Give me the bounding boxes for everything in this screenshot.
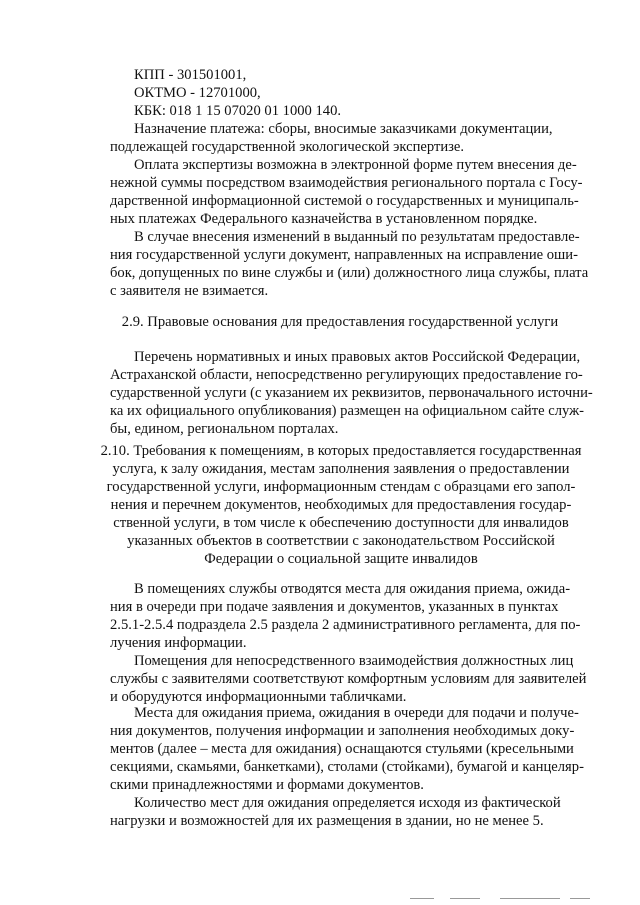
paragraph-electronic-payment: [110, 156, 598, 228]
paragraph-line: и оборудуются информационными табличками.: [110, 689, 407, 705]
paragraph-line: 2.5.1-2.5.4 подраздела 2.5 раздела 2 административного регламента, для по-: [110, 617, 581, 633]
paragraph-line: сударственной услуги (с указанием их реквизитов, первоначального источни-: [110, 385, 593, 401]
paragraph-line: ния документов, получения информации и заполнения необходимых доку-: [110, 723, 575, 739]
paragraph-line: ния государственной услуги документ, направленных на исправление оши-: [110, 247, 578, 263]
section-2-10-heading: [76, 442, 606, 568]
paragraph-line: Количество мест для ожидания определяется исходя из фактической: [134, 795, 561, 811]
paragraph-line: Помещения для непосредственного взаимодействия должностных лиц: [134, 653, 574, 669]
scan-marks: [410, 898, 610, 901]
paragraph-line: ных платежах Федерального казначейства в установленном порядке.: [110, 211, 538, 227]
section-2-9-body: [110, 348, 598, 438]
paragraph-line: ния в очереди при подаче заявления и документов, указанных в пунктах: [110, 599, 559, 615]
payment-details: [110, 66, 598, 156]
paragraph-corrections: [110, 228, 598, 300]
paragraph-line: секциями, скамьями, банкетками), столами (стойками), бумагой и канцеляр-: [110, 759, 584, 775]
paragraph-interaction: [110, 652, 598, 706]
kpp-line: КПП - 301501001,: [134, 67, 247, 83]
paragraph-line: ментов (далее – места для ожидания) оснащаются стульями (кресельными: [110, 741, 574, 757]
paragraph-line: дарственной информационной системой о государственных и муниципаль-: [110, 193, 579, 209]
paragraph-line: Перечень нормативных и иных правовых актов Российской Федерации,: [134, 349, 581, 365]
paragraph-line: Оплата экспертизы возможна в электронной форме путем внесения де-: [134, 157, 577, 173]
section-heading-line: государственной услуги, информационным стендам с образцами его запол-: [106, 479, 576, 495]
oktmo-line: ОКТМО - 12701000,: [134, 85, 261, 101]
section-heading-line: нения и перечнем документов, необходимых для предоставления государ-: [110, 497, 572, 513]
section-heading-line: услуга, к залу ожидания, местам заполнения заявления о предоставлении: [112, 461, 570, 477]
paragraph-quantity: [110, 794, 598, 830]
paragraph-line: нежной суммы посредством взаимодействия регионального портала с Госу-: [110, 175, 583, 191]
paragraph-premises: [110, 580, 598, 652]
paragraph-line: бок, допущенных по вине службы и (или) должностного лица службы, плата: [110, 265, 589, 281]
paragraph-line: лучения информации.: [110, 635, 247, 651]
paragraph-waiting-places: [110, 704, 598, 794]
section-heading-line: ственной услуги, в том числе к обеспечению доступности для инвалидов: [113, 515, 569, 531]
paragraph-line: нагрузки и возможностей для их размещения в здании, но не менее 5.: [110, 813, 544, 829]
section-heading-line: указанных объектов в соответствии с законодательством Российской: [127, 533, 555, 549]
paragraph-line: Места для ожидания приема, ожидания в очереди для подачи и получе-: [134, 705, 579, 721]
paragraph-line: бы, едином, региональном порталах.: [110, 421, 339, 437]
paragraph-line: ка их официального опубликования) размещен на официальном сайте служ-: [110, 403, 585, 419]
paragraph-line: скими принадлежностями и формами документов.: [110, 777, 424, 793]
payment-purpose-line-1: Назначение платежа: сборы, вносимые заказчиками документации,: [134, 121, 553, 137]
payment-purpose-line-2: подлежащей государственной экологической экспертизе.: [110, 139, 465, 155]
paragraph-line: В помещениях службы отводятся места для ожидания приема, ожида-: [134, 581, 571, 597]
paragraph-line: В случае внесения изменений в выданный по результатам предоставле-: [134, 229, 580, 245]
paragraph-line: с заявителя не взимается.: [110, 283, 269, 299]
kbk-line: КБК: 018 1 15 07020 01 1000 140.: [134, 103, 342, 119]
paragraph-line: службы с заявителями соответствуют комфортным условиям для заявителей: [110, 671, 587, 687]
section-heading-line: Федерации о социальной защите инвалидов: [204, 551, 478, 567]
paragraph-line: Астраханской области, непосредственно регулирующих предоставление го-: [110, 367, 583, 383]
section-2-9-heading: [80, 313, 600, 332]
section-heading-text: 2.9. Правовые основания для предоставления государственной услуги: [121, 314, 559, 330]
section-heading-line: 2.10. Требования к помещениям, в которых предоставляется государственная: [100, 443, 582, 459]
